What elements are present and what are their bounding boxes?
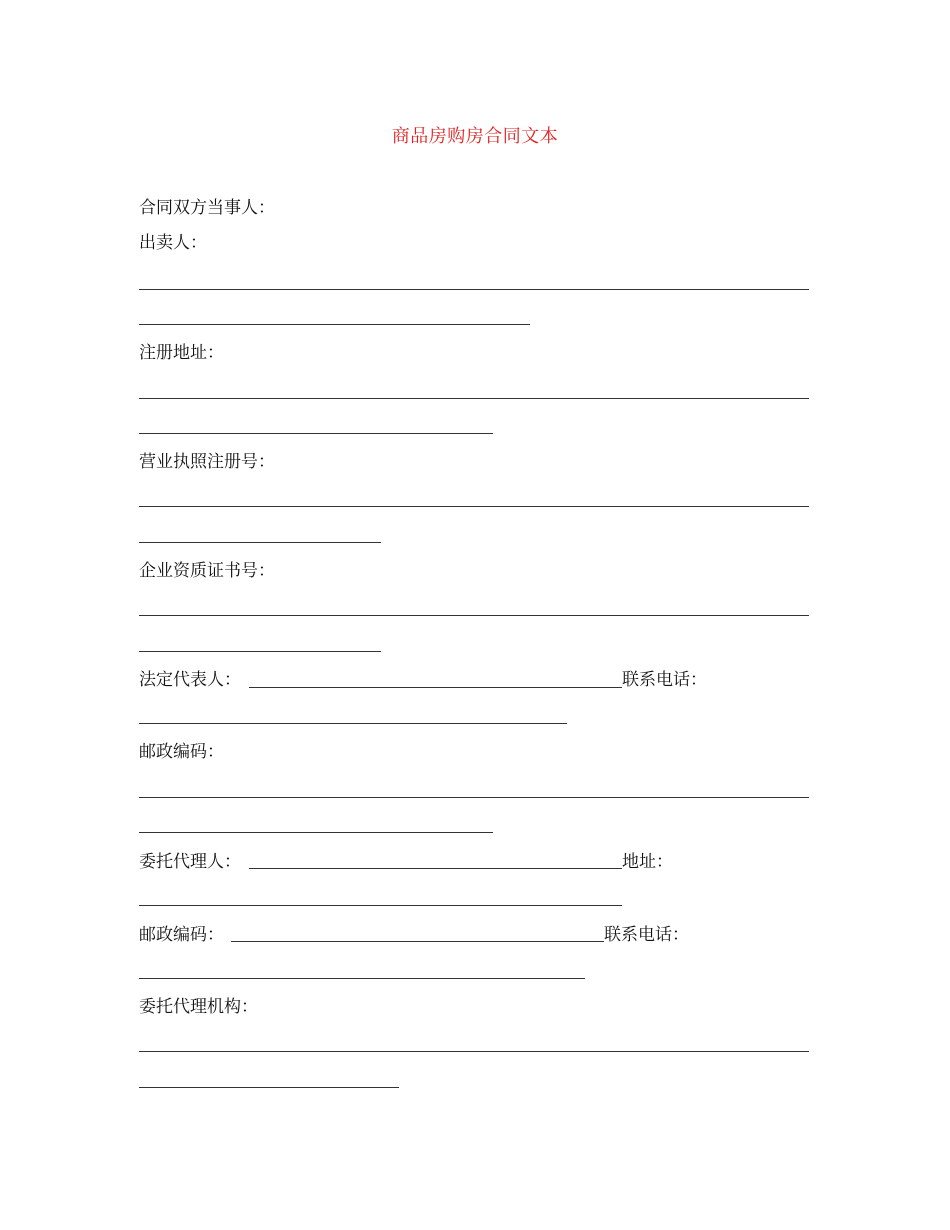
postal-code-1-blank-line-1[interactable]	[139, 797, 809, 798]
business-license-blank-line-1[interactable]	[139, 506, 809, 507]
document-title: 商品房购房合同文本	[391, 126, 559, 147]
postal-code-2-label: 邮政编码：	[139, 925, 224, 945]
registered-address-blank-line-1[interactable]	[139, 398, 809, 399]
registered-address-label: 注册地址：	[139, 343, 224, 363]
parties-heading: 合同双方当事人：	[139, 198, 275, 218]
authorized-agent-blank-line[interactable]	[249, 868, 622, 869]
legal-representative-blank-line[interactable]	[249, 687, 622, 688]
agency-blank-line-2[interactable]	[139, 1087, 399, 1088]
address-label: 地址：	[622, 852, 673, 872]
contact-phone-1-label: 联系电话：	[622, 670, 707, 690]
address-blank-line[interactable]	[139, 905, 622, 906]
qualification-cert-blank-line-1[interactable]	[139, 615, 809, 616]
business-license-blank-line-2[interactable]	[139, 542, 381, 543]
authorized-agent-label: 委托代理人：	[139, 852, 241, 872]
qualification-cert-label: 企业资质证书号：	[139, 561, 275, 581]
agency-blank-line-1[interactable]	[139, 1051, 809, 1052]
seller-label: 出卖人：	[139, 233, 207, 253]
contact-phone-2-label: 联系电话：	[604, 925, 689, 945]
seller-blank-line-2[interactable]	[139, 324, 530, 325]
seller-blank-line-1[interactable]	[139, 289, 809, 290]
postal-code-2-blank-line[interactable]	[231, 941, 604, 942]
business-license-label: 营业执照注册号：	[139, 452, 275, 472]
contact-phone-2-blank-line[interactable]	[139, 978, 585, 979]
agency-label: 委托代理机构：	[139, 997, 258, 1017]
postal-code-1-label: 邮政编码：	[139, 742, 224, 762]
postal-code-1-blank-line-2[interactable]	[139, 832, 493, 833]
contact-phone-1-blank-line[interactable]	[139, 723, 567, 724]
legal-representative-label: 法定代表人：	[139, 670, 241, 690]
registered-address-blank-line-2[interactable]	[139, 433, 493, 434]
qualification-cert-blank-line-2[interactable]	[139, 651, 381, 652]
